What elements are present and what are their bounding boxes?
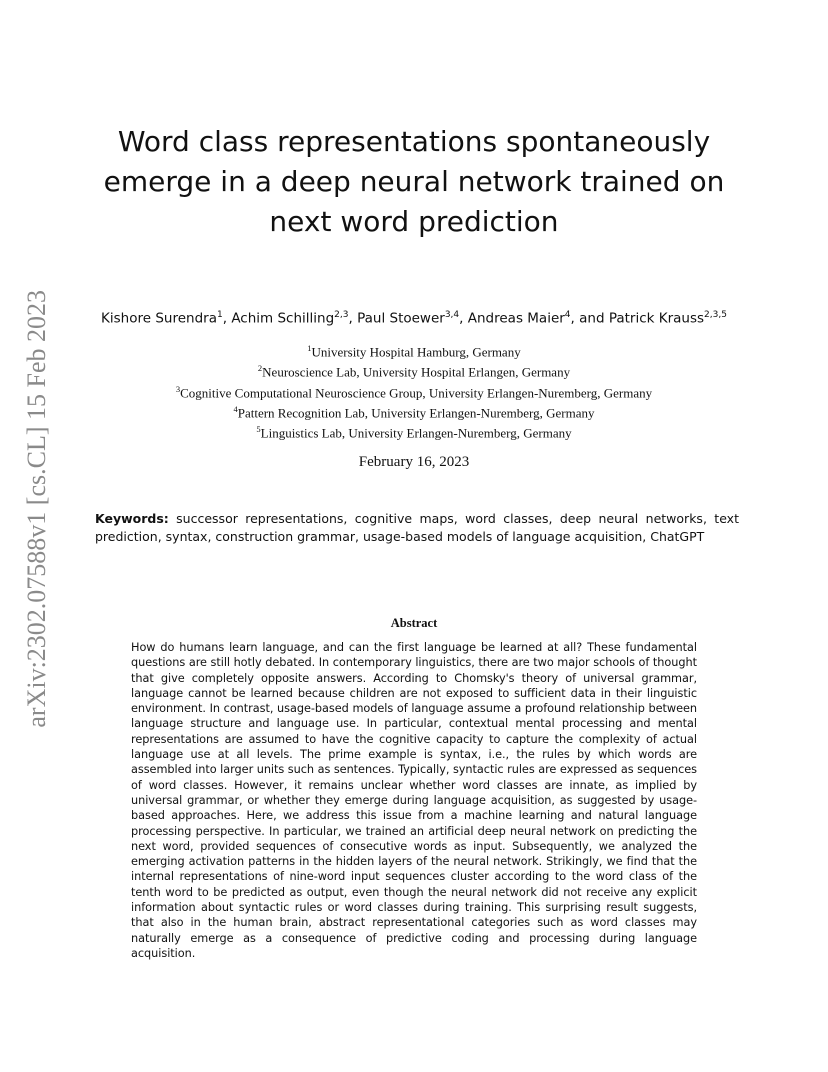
author-name: Andreas Maier xyxy=(467,310,565,327)
arxiv-sidebar-stamp xyxy=(20,290,54,760)
abstract-body: How do humans learn language, and can the first language be learned at all? These fundamental questions are still hotly debated. In contemporary linguistics, there are two major schools of thought that give completely opposite answers. According to Chomsky's theory of universal grammar, language cannot be learned because children are not exposed to sufficient data in their linguistic environment. In contrast, usage-based models of language assume a profound relationship between language structure and language use. In particular, contextual mental processing and mental representations are assumed to have the cognitive capacity to capture the complexity of actual language use at all levels. The prime example is syntax, i.e., the rules by which words are assembled into larger units such as sentences. Typically, syntactic rules are expressed as sequences of word classes. However, it remains unclear whether word classes are innate, as implied by universal grammar, or whether they emerge during language acquisition, as suggested by usage-based approaches. Here, we address this issue from a machine learning and natural language processing perspective. In particular, we trained an artificial deep neural network on predicting the next word, provided sequences of consecutive words as input. Subsequently, we analyzed the emerging activation patterns in the hidden layers of the neural network. Strikingly, we find that the internal representations of nine-word input sequences cluster according to the word class of the tenth word to be predicted as output, even though the neural network did not receive any explicit information about syntactic rules or word classes during training. This surprising result suggests, that also in the human brain, abstract representational categories such as word classes may naturally emerge as a consequence of predictive coding and processing during language acquisition. xyxy=(131,641,697,960)
affiliation-text: Pattern Recognition Lab, University Erlangen-Nuremberg, Germany xyxy=(237,405,595,421)
affiliation-line xyxy=(80,401,748,421)
affiliation-list xyxy=(80,340,748,442)
author-name: Achim Schilling xyxy=(231,310,335,327)
author-name: Patrick Krauss xyxy=(608,310,705,327)
author-affiliation-mark: 1 xyxy=(216,310,223,320)
author-list xyxy=(60,305,768,329)
paper-title: Word class representations spontaneously emerge in a deep neural network trained on next word prediction xyxy=(103,125,725,238)
keywords-paragraph xyxy=(95,510,739,546)
author-separator: , xyxy=(459,310,468,327)
keywords-text: successor representations, cognitive maps, word classes, deep neural networks, text prediction, syntax, construction grammar, usage-based models of language acquisition, ChatGPT xyxy=(95,511,739,544)
author-affiliation-mark: 2,3 xyxy=(334,310,349,320)
author-separator: , xyxy=(348,310,358,327)
affiliation-text: Neuroscience Lab, University Hospital Erlangen, Germany xyxy=(262,364,571,380)
abstract-heading: Abstract xyxy=(390,616,438,630)
author-separator: , xyxy=(222,310,232,327)
affiliation-line xyxy=(80,421,748,441)
affiliation-number: 5 xyxy=(256,424,261,435)
arxiv-id-text: arXiv:2302.07588v1 [cs.CL] 15 Feb 2023 xyxy=(22,290,51,728)
affiliation-text: University Hospital Hamburg, Germany xyxy=(311,344,521,360)
keywords-label: Keywords: xyxy=(95,511,169,526)
author-affiliation-mark: 2,3,5 xyxy=(704,310,727,320)
author-affiliation-mark: 4 xyxy=(564,310,571,320)
affiliation-text: Cognitive Computational Neuroscience Group, University Erlangen-Nuremberg, Germany xyxy=(180,384,653,400)
publication-date: February 16, 2023 xyxy=(358,454,470,470)
author-name: Kishore Surendra xyxy=(101,310,217,327)
affiliation-line xyxy=(80,381,748,401)
affiliation-number: 3 xyxy=(175,383,181,394)
affiliation-line xyxy=(80,340,748,360)
affiliation-text: Linguistics Lab, University Erlangen-Nuremberg, Germany xyxy=(260,425,572,441)
author-affiliation-mark: 3,4 xyxy=(444,310,460,320)
affiliation-number: 2 xyxy=(257,363,263,374)
author-separator: , and xyxy=(570,310,609,327)
affiliation-line xyxy=(80,360,748,380)
affiliation-number: 1 xyxy=(307,343,312,353)
affiliation-number: 4 xyxy=(233,403,238,414)
author-name: Paul Stoewer xyxy=(357,310,445,327)
